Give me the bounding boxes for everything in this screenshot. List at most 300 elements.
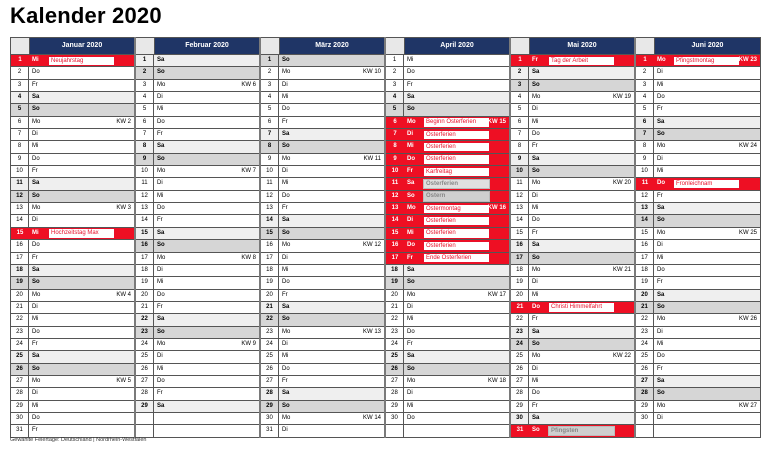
day-number: 16 — [636, 240, 654, 251]
day-row[interactable] — [136, 166, 259, 178]
day-row[interactable] — [636, 141, 760, 153]
day-row[interactable] — [11, 314, 134, 326]
weekday: Mi — [282, 266, 289, 273]
day-number: 6 — [11, 117, 29, 128]
weekday: Do — [157, 118, 165, 125]
weekday: Sa — [32, 94, 40, 101]
day-row[interactable] — [136, 240, 259, 252]
weekday: Fr — [657, 106, 663, 113]
day-cell — [529, 401, 634, 412]
day-number: 11 — [136, 178, 154, 189]
day-row[interactable] — [136, 67, 259, 79]
day-number: 26 — [136, 364, 154, 375]
day-row[interactable] — [136, 290, 259, 302]
day-row[interactable] — [511, 376, 634, 388]
day-number: 6 — [511, 117, 529, 128]
day-row[interactable] — [386, 67, 509, 79]
day-cell — [404, 141, 509, 152]
day-row[interactable] — [136, 203, 259, 215]
day-row[interactable] — [386, 413, 509, 425]
day-cell — [529, 314, 634, 325]
day-cell — [654, 228, 760, 239]
month-label: Juni 2020 — [655, 38, 760, 54]
day-number: 13 — [136, 203, 154, 214]
month-column — [261, 37, 386, 438]
day-row[interactable] — [136, 327, 259, 339]
day-row[interactable] — [636, 314, 760, 326]
day-row[interactable] — [511, 215, 634, 227]
week-number: KW 27 — [738, 402, 757, 409]
day-row[interactable] — [511, 265, 634, 277]
weekday: Sa — [32, 266, 40, 273]
day-cell — [29, 80, 134, 91]
day-row[interactable] — [261, 55, 384, 67]
day-row[interactable] — [11, 178, 134, 190]
weekday: Mi — [532, 205, 539, 212]
day-row[interactable] — [261, 166, 384, 178]
day-cell — [154, 253, 259, 264]
day-number: 4 — [636, 92, 654, 103]
day-row[interactable] — [11, 240, 134, 252]
day-row[interactable] — [11, 80, 134, 92]
day-row[interactable] — [386, 388, 509, 400]
day-row[interactable] — [136, 401, 259, 413]
day-row[interactable] — [11, 413, 134, 425]
day-row[interactable] — [136, 129, 259, 141]
day-row[interactable] — [261, 253, 384, 265]
holiday-row[interactable] — [386, 178, 509, 190]
day-row[interactable] — [511, 290, 634, 302]
day-row[interactable] — [636, 215, 760, 227]
weekday: Mi — [157, 192, 164, 199]
day-row[interactable] — [636, 413, 760, 425]
day-cell — [29, 339, 134, 350]
day-row[interactable] — [11, 302, 134, 314]
day-cell — [529, 166, 634, 177]
holiday-row[interactable] — [636, 178, 760, 190]
day-row[interactable] — [511, 351, 634, 363]
day-row[interactable] — [511, 104, 634, 116]
day-row[interactable] — [511, 364, 634, 376]
day-number: 1 — [261, 55, 279, 66]
day-row[interactable] — [136, 364, 259, 376]
day-row[interactable] — [511, 154, 634, 166]
weekday: Do — [657, 353, 665, 360]
holiday-row[interactable] — [386, 166, 509, 178]
day-row[interactable] — [511, 327, 634, 339]
day-row[interactable] — [636, 67, 760, 79]
day-row[interactable] — [11, 166, 134, 178]
day-number: 2 — [386, 67, 404, 78]
day-row[interactable] — [11, 364, 134, 376]
day-row[interactable] — [636, 302, 760, 314]
day-cell — [279, 240, 384, 251]
holiday-label: Pfingsten — [548, 426, 615, 436]
day-row[interactable] — [136, 191, 259, 203]
weekday: Mo — [657, 316, 666, 323]
day-row[interactable] — [511, 92, 634, 104]
day-cell — [654, 117, 760, 128]
day-cell — [29, 265, 134, 276]
day-row[interactable] — [386, 364, 509, 376]
day-row[interactable] — [136, 141, 259, 153]
day-row[interactable] — [261, 129, 384, 141]
holiday-row[interactable] — [386, 203, 509, 215]
day-number: 27 — [386, 376, 404, 387]
day-row[interactable] — [136, 413, 259, 425]
day-number: 24 — [11, 339, 29, 350]
day-row[interactable] — [511, 129, 634, 141]
day-row[interactable] — [636, 129, 760, 141]
day-number: 21 — [511, 302, 529, 313]
day-row[interactable] — [386, 339, 509, 351]
day-row[interactable] — [386, 351, 509, 363]
day-row[interactable] — [386, 376, 509, 388]
week-number: KW 23 — [738, 57, 757, 63]
day-row[interactable] — [511, 413, 634, 425]
day-number: 19 — [386, 277, 404, 288]
day-row[interactable] — [261, 290, 384, 302]
day-row[interactable] — [261, 228, 384, 240]
day-row[interactable] — [511, 141, 634, 153]
day-row[interactable] — [261, 92, 384, 104]
day-row[interactable] — [511, 191, 634, 203]
day-row[interactable] — [11, 104, 134, 116]
day-number: 21 — [11, 302, 29, 313]
day-row[interactable] — [511, 67, 634, 79]
day-row[interactable] — [136, 154, 259, 166]
day-row[interactable] — [636, 351, 760, 363]
weekday: Mi — [282, 180, 289, 187]
day-row[interactable] — [11, 203, 134, 215]
day-row[interactable] — [636, 290, 760, 302]
day-row[interactable] — [261, 215, 384, 227]
day-row[interactable] — [636, 203, 760, 215]
day-row[interactable] — [11, 376, 134, 388]
day-number: 10 — [136, 166, 154, 177]
day-row[interactable] — [511, 117, 634, 129]
holiday-row[interactable] — [386, 240, 509, 252]
day-row[interactable] — [261, 364, 384, 376]
weekday: Sa — [532, 69, 540, 76]
day-cell — [654, 67, 760, 78]
day-number: 22 — [261, 314, 279, 325]
day-cell — [279, 141, 384, 152]
day-row[interactable] — [636, 364, 760, 376]
day-row[interactable] — [261, 388, 384, 400]
day-row[interactable] — [11, 351, 134, 363]
day-row[interactable] — [636, 117, 760, 129]
day-row[interactable] — [136, 104, 259, 116]
weekday — [154, 413, 173, 424]
day-row[interactable] — [136, 351, 259, 363]
day-number: 12 — [636, 191, 654, 202]
day-row[interactable] — [636, 228, 760, 240]
day-row[interactable] — [511, 80, 634, 92]
weekday: Mi — [157, 365, 164, 372]
weekday: Di — [282, 254, 288, 261]
day-number: 5 — [136, 104, 154, 115]
day-row[interactable] — [261, 265, 384, 277]
day-row[interactable] — [136, 339, 259, 351]
weekday: Fr — [532, 143, 538, 150]
day-row[interactable] — [636, 166, 760, 178]
day-row[interactable] — [636, 240, 760, 252]
weekday: Fr — [157, 131, 163, 138]
holiday-row[interactable] — [386, 154, 509, 166]
day-row[interactable] — [261, 339, 384, 351]
day-row[interactable] — [636, 104, 760, 116]
day-cell — [529, 141, 634, 152]
day-row[interactable] — [261, 80, 384, 92]
day-row[interactable] — [261, 117, 384, 129]
day-row[interactable] — [261, 154, 384, 166]
day-row[interactable] — [261, 314, 384, 326]
day-cell — [29, 104, 134, 115]
day-row[interactable] — [136, 376, 259, 388]
day-row[interactable] — [136, 388, 259, 400]
holiday-row[interactable] — [386, 129, 509, 141]
holiday-label: Ostermontag — [423, 204, 490, 214]
day-cell — [529, 178, 634, 189]
holiday-row[interactable] — [511, 302, 634, 314]
day-row[interactable] — [11, 327, 134, 339]
day-number: 7 — [636, 129, 654, 140]
day-row[interactable] — [261, 376, 384, 388]
day-row[interactable] — [511, 314, 634, 326]
day-row[interactable] — [511, 178, 634, 190]
day-row[interactable] — [136, 314, 259, 326]
header-spacer — [136, 38, 155, 54]
day-number: 7 — [261, 129, 279, 140]
day-row[interactable] — [511, 203, 634, 215]
day-row[interactable] — [386, 425, 509, 437]
day-row[interactable] — [386, 290, 509, 302]
weekday: Di — [32, 303, 38, 310]
weekday: Di — [157, 180, 163, 187]
weekday: Sa — [157, 402, 165, 409]
weekday: Fr — [282, 377, 288, 384]
day-cell — [29, 240, 134, 251]
day-number: 8 — [136, 141, 154, 152]
day-row[interactable] — [261, 401, 384, 413]
day-row[interactable] — [11, 425, 134, 437]
holiday-row[interactable] — [386, 253, 509, 265]
day-row[interactable] — [511, 166, 634, 178]
header-spacer — [11, 38, 30, 54]
holiday-row[interactable] — [386, 228, 509, 240]
day-cell — [29, 376, 134, 387]
day-row[interactable] — [11, 129, 134, 141]
weekday: Mi — [532, 291, 539, 298]
day-row[interactable] — [11, 290, 134, 302]
holiday-row[interactable] — [386, 117, 509, 129]
day-row[interactable] — [636, 253, 760, 265]
day-row[interactable] — [11, 388, 134, 400]
weekday: Fr — [32, 81, 38, 88]
week-number: KW 2 — [116, 118, 131, 125]
holiday-row[interactable] — [511, 425, 634, 437]
day-row[interactable] — [636, 154, 760, 166]
day-row[interactable] — [11, 265, 134, 277]
day-row[interactable] — [261, 141, 384, 153]
day-cell — [654, 302, 760, 313]
day-row[interactable] — [386, 401, 509, 413]
day-row[interactable] — [261, 191, 384, 203]
day-number: 12 — [261, 191, 279, 202]
day-row[interactable] — [261, 413, 384, 425]
day-row[interactable] — [636, 80, 760, 92]
day-row[interactable] — [11, 401, 134, 413]
day-row[interactable] — [511, 228, 634, 240]
day-number: 3 — [261, 80, 279, 91]
day-row[interactable] — [636, 191, 760, 203]
day-number: 25 — [11, 351, 29, 362]
day-row[interactable] — [136, 265, 259, 277]
day-row[interactable] — [11, 215, 134, 227]
day-cell — [529, 55, 634, 66]
day-row[interactable] — [11, 141, 134, 153]
day-number: 2 — [11, 67, 29, 78]
day-cell — [404, 376, 509, 387]
day-row[interactable] — [261, 67, 384, 79]
day-row[interactable] — [636, 339, 760, 351]
holiday-row[interactable] — [386, 141, 509, 153]
weekday: So — [157, 69, 165, 76]
day-cell — [279, 290, 384, 301]
month-column — [636, 37, 761, 438]
day-row[interactable] — [636, 92, 760, 104]
day-row[interactable] — [386, 104, 509, 116]
weekday: Do — [282, 365, 290, 372]
day-row[interactable] — [636, 425, 760, 437]
day-cell — [29, 92, 134, 103]
day-cell — [279, 376, 384, 387]
day-row[interactable] — [511, 339, 634, 351]
day-row[interactable] — [11, 92, 134, 104]
weekday: Mo — [157, 168, 166, 175]
week-number: KW 19 — [612, 94, 631, 101]
day-cell — [404, 55, 509, 66]
day-number: 7 — [136, 129, 154, 140]
day-row[interactable] — [261, 240, 384, 252]
day-row[interactable] — [511, 253, 634, 265]
day-row[interactable] — [136, 277, 259, 289]
day-row[interactable] — [11, 277, 134, 289]
day-cell — [154, 215, 259, 226]
holiday-row[interactable] — [636, 55, 760, 67]
weekday: Mo — [657, 143, 666, 150]
day-row[interactable] — [386, 277, 509, 289]
day-row[interactable] — [261, 351, 384, 363]
day-row[interactable] — [261, 178, 384, 190]
day-row[interactable] — [636, 327, 760, 339]
holiday-row[interactable] — [11, 228, 134, 240]
weekday: So — [32, 192, 40, 199]
day-row[interactable] — [136, 80, 259, 92]
weekday: So — [657, 131, 665, 138]
weekday: Mo — [282, 414, 291, 421]
day-row[interactable] — [261, 327, 384, 339]
day-cell — [654, 240, 760, 251]
weekday: Di — [532, 106, 538, 113]
day-number: 22 — [636, 314, 654, 325]
weekday: Sa — [157, 316, 165, 323]
day-row[interactable] — [386, 265, 509, 277]
day-row[interactable] — [11, 154, 134, 166]
day-cell — [529, 80, 634, 91]
month-header — [511, 37, 634, 55]
holiday-row[interactable] — [386, 191, 509, 203]
day-row[interactable] — [511, 277, 634, 289]
day-row[interactable] — [636, 401, 760, 413]
day-row[interactable] — [136, 92, 259, 104]
day-row[interactable] — [636, 265, 760, 277]
weekday: Fr — [157, 303, 163, 310]
day-number: 18 — [636, 265, 654, 276]
week-number: KW 9 — [241, 340, 256, 347]
day-number: 12 — [511, 191, 529, 202]
day-row[interactable] — [386, 314, 509, 326]
day-cell — [654, 290, 760, 301]
day-row[interactable] — [136, 178, 259, 190]
day-row[interactable] — [136, 302, 259, 314]
day-row[interactable] — [11, 253, 134, 265]
weekday: Fr — [657, 279, 663, 286]
holiday-row[interactable] — [11, 55, 134, 67]
day-row[interactable] — [261, 104, 384, 116]
day-row[interactable] — [261, 302, 384, 314]
day-row[interactable] — [261, 203, 384, 215]
day-row[interactable] — [11, 117, 134, 129]
day-row[interactable] — [386, 92, 509, 104]
day-cell — [279, 80, 384, 91]
day-row[interactable] — [261, 425, 384, 437]
holiday-label: Neujahrstag — [48, 56, 115, 66]
day-row[interactable] — [386, 55, 509, 67]
day-row[interactable] — [636, 388, 760, 400]
day-row[interactable] — [136, 425, 259, 437]
day-row[interactable] — [511, 388, 634, 400]
day-row[interactable] — [511, 401, 634, 413]
day-row[interactable] — [386, 80, 509, 92]
day-number: 7 — [386, 129, 404, 140]
day-row[interactable] — [136, 117, 259, 129]
day-row[interactable] — [136, 55, 259, 67]
weekday: Mi — [407, 57, 414, 63]
day-row[interactable] — [11, 67, 134, 79]
day-row[interactable] — [136, 215, 259, 227]
day-row[interactable] — [136, 253, 259, 265]
day-cell — [529, 215, 634, 226]
day-row[interactable] — [511, 240, 634, 252]
day-row[interactable] — [386, 302, 509, 314]
day-row[interactable] — [261, 277, 384, 289]
weekday: So — [32, 365, 40, 372]
day-row[interactable] — [386, 327, 509, 339]
day-number: 12 — [136, 191, 154, 202]
day-row[interactable] — [636, 376, 760, 388]
day-row[interactable] — [11, 191, 134, 203]
day-cell — [529, 277, 634, 288]
day-number: 15 — [636, 228, 654, 239]
day-row[interactable] — [11, 339, 134, 351]
page-title: Kalender 2020 — [10, 3, 162, 28]
holiday-row[interactable] — [511, 55, 634, 67]
day-row[interactable] — [636, 277, 760, 289]
holiday-row[interactable] — [386, 215, 509, 227]
day-row[interactable] — [136, 228, 259, 240]
